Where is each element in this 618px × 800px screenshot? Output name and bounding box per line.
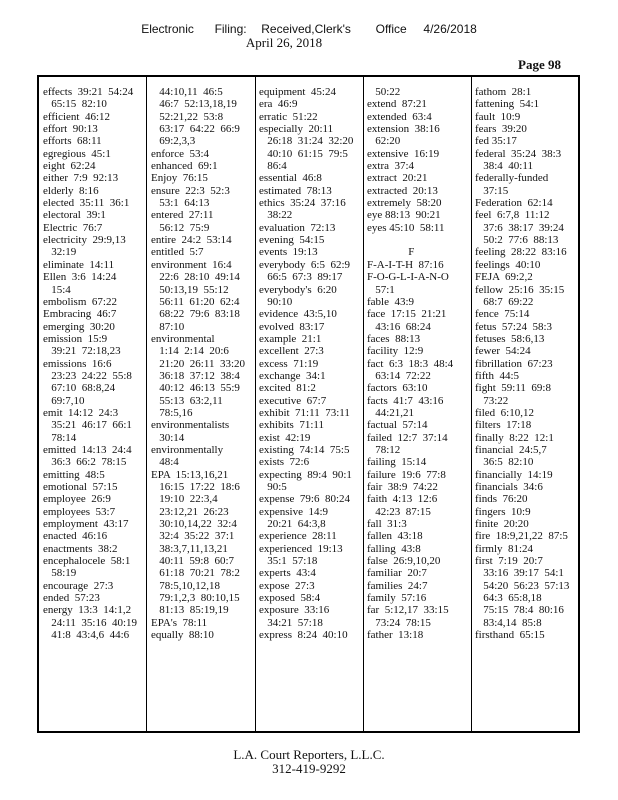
index-entry-line: 69:2,3,3: [151, 135, 196, 148]
index-entry-line: express 8:24 40:10: [259, 629, 348, 642]
index-entry-line: facts 41:7 43:16: [367, 394, 444, 407]
index-entry-line: 50:22: [367, 86, 401, 98]
index-entry-line: exposed 58:4: [259, 592, 321, 605]
index-entry-line: 46:7 52:13,18,19: [151, 98, 237, 111]
index-entry-line: events 19:13: [259, 246, 318, 259]
index-entry-line: 79:1,2,3 80:10,15: [151, 592, 240, 605]
index-entry-line: fence 75:14: [475, 308, 530, 321]
index-entry-line: 50:13,19 55:12: [151, 283, 229, 296]
index-entry-line: fire 18:9,21,22 87:5: [475, 530, 568, 543]
index-entry-line: financially 14:19: [475, 468, 553, 481]
index-entry-line: 65:15 82:10: [43, 98, 107, 111]
index-entry-line: 61:18 70:21 78:2: [151, 567, 240, 580]
index-entry-line: everybody 6:5 62:9: [259, 258, 351, 271]
index-entry-line: experts 43:4: [259, 567, 316, 580]
index-entry-line: ethics 35:24 37:16: [259, 197, 346, 210]
index-entry-line: 68:22 79:6 83:18: [151, 308, 240, 321]
index-entry-line: Electric 76:7: [43, 221, 103, 234]
filing-date-line: April 26, 2018: [245, 35, 323, 50]
index-entry-line: 56:12 75:9: [151, 221, 210, 234]
index-entry-line: 73:24 78:15: [367, 616, 431, 629]
index-entry-line: 87:10: [151, 320, 185, 333]
index-entry-line: extracted 20:13: [367, 184, 438, 197]
index-entry-line: 22:6 28:10 49:14: [151, 271, 240, 284]
index-entry-line: filed 6:10,12: [475, 406, 534, 419]
index-entry-line: EPA's 78:11: [151, 616, 208, 629]
index-entry-line: F-A-I-T-H 87:16: [367, 258, 444, 271]
index-entry-line: 50:2 77:6 88:13: [475, 234, 559, 247]
page-footer: [0, 748, 618, 776]
index-entry-line: employment 43:17: [43, 518, 129, 531]
index-entry-line: environmentally: [151, 443, 224, 456]
index-entry-line: 26:18 31:24 32:20: [259, 135, 354, 148]
index-entry-line: 35:21 46:17 66:1: [43, 419, 132, 432]
index-entry-line: far 5:12,17 33:15: [367, 604, 449, 617]
index-entry-line: either 7:9 92:13: [43, 172, 119, 185]
index-entry-line: exists 72:6: [259, 456, 310, 469]
index-entry-line: fears 39:20: [475, 123, 527, 136]
index-entry-line: eight 62:24: [43, 160, 96, 173]
index-entry-line: extremely 58:20: [367, 197, 442, 210]
index-entry-line: fall 31:3: [367, 518, 407, 531]
index-column-2: [151, 86, 253, 726]
index-entry-line: efforts 68:11: [43, 135, 102, 148]
index-entry-line: emission 15:9: [43, 332, 108, 345]
index-entry-line: extend 87:21: [367, 98, 427, 111]
index-entry-line: exchange 34:1: [259, 369, 326, 382]
index-entry-line: evaluation 72:13: [259, 221, 336, 234]
index-entry-line: 30:10,14,22 32:4: [151, 518, 237, 531]
index-entry-line: excess 71:19: [259, 357, 319, 370]
index-entry-line: 90:5: [259, 481, 287, 493]
index-entry-line: exposure 33:16: [259, 604, 330, 617]
index-entry-line: emitting 48:5: [43, 468, 105, 481]
index-entry-line: 16:15 17:22 18:6: [151, 481, 240, 493]
index-entry-line: EPA 15:13,16,21: [151, 468, 229, 481]
index-entry-line: excellent 27:3: [259, 345, 324, 358]
index-entry-line: effects 39:21 54:24: [43, 86, 134, 98]
index-entry-line: enforce 53:4: [151, 147, 210, 160]
index-entry-line: entered 27:11: [151, 209, 214, 222]
index-entry-line: F: [367, 246, 415, 259]
index-entry-line: fetus 57:24 58:3: [475, 320, 552, 333]
index-entry-line: 32:4 35:22 37:1: [151, 530, 235, 543]
index-entry-line: employees 53:7: [43, 505, 116, 518]
index-entry-line: FEJA 69:2,2: [475, 271, 533, 284]
index-entry-line: firsthand 65:15: [475, 629, 545, 642]
index-entry-line: ended 57:23: [43, 592, 100, 605]
index-frame: [37, 75, 580, 733]
index-entry-line: emissions 16:6: [43, 357, 112, 370]
index-entry-line: failing 15:14: [367, 456, 427, 469]
index-entry-line: 38:3,7,11,13,21: [151, 542, 228, 555]
index-entry-line: filters 17:18: [475, 419, 532, 432]
page-number: Page 98: [518, 57, 561, 72]
index-entry-line: 24:11 35:16 40:19: [43, 616, 138, 629]
index-entry-line: fetuses 58:6,13: [475, 332, 545, 345]
index-entry-line: environmental: [151, 332, 215, 345]
index-entry-line: 55:13 63:2,11: [151, 394, 223, 407]
index-column-1: [43, 86, 144, 726]
index-entry-line: expose 27:3: [259, 579, 315, 592]
index-entry-line: Embracing 46:7: [43, 308, 117, 321]
index-entry-line: fewer 54:24: [475, 345, 531, 358]
index-entry-line: fibrillation 67:23: [475, 357, 553, 370]
index-entry-line: failure 19:6 77:8: [367, 468, 446, 481]
index-entry-line: 56:11 61:20 62:4: [151, 295, 240, 308]
index-entry-line: 38:4 40:11: [475, 160, 533, 173]
index-entry-line: fable 43:9: [367, 295, 415, 308]
index-entry-line: evolved 83:17: [259, 320, 325, 333]
index-entry-line: father 13:18: [367, 629, 424, 642]
index-entry-line: factual 57:14: [367, 419, 428, 432]
column-divider: [146, 77, 147, 731]
index-entry-line: expecting 89:4 90:1: [259, 468, 352, 481]
index-entry-line: federally-funded: [475, 172, 549, 185]
index-entry-line: fallen 43:18: [367, 530, 423, 543]
index-entry-line: 58:19: [43, 567, 77, 580]
filing-label: Filing:: [214, 22, 247, 36]
index-entry-line: 44:21,21: [367, 406, 415, 419]
column-divider: [255, 77, 256, 731]
index-entry-line: familiar 20:7: [367, 567, 427, 580]
index-entry-line: 38:22: [259, 209, 293, 222]
index-entry-line: 68:7 69:22: [475, 295, 534, 308]
index-entry-line: 19:10 22:3,4: [151, 493, 218, 506]
index-entry-line: existing 74:14 75:5: [259, 443, 350, 456]
index-entry-line: 63:14 72:22: [367, 369, 431, 382]
index-entry-line: financial 24:5,7: [475, 443, 547, 456]
index-entry-line: factors 63:10: [367, 382, 428, 395]
index-entry-line: 40:12 46:13 55:9: [151, 382, 240, 395]
index-entry-line: 78:12: [367, 443, 401, 456]
index-entry-line: 69:7,10: [43, 394, 85, 407]
index-entry-line: faith 4:13 12:6: [367, 493, 438, 506]
index-entry-line: fact 6:3 18:3 48:4: [367, 357, 454, 370]
index-entry-line: excited 81:2: [259, 382, 316, 395]
index-entry-line: 43:16 68:24: [367, 320, 431, 333]
index-entry-line: enhanced 69:1: [151, 160, 218, 173]
index-entry-line: 48:4: [151, 456, 179, 469]
index-entry-line: finds 76:20: [475, 493, 528, 506]
index-entry-line: electricity 29:9,13: [43, 234, 126, 247]
index-entry-line: 1:14 2:14 20:6: [151, 345, 229, 358]
index-entry-line: 52:21,22 53:8: [151, 110, 224, 123]
index-entry-line: 67:10 68:8,24: [43, 382, 116, 395]
filing-stamp-line: [0, 22, 618, 36]
index-entry-line: experienced 19:13: [259, 542, 343, 555]
index-entry-line: 81:13 85:19,19: [151, 604, 229, 617]
index-entry-line: families 24:7: [367, 579, 428, 592]
index-entry-line: 54:20 56:23 57:13: [475, 579, 570, 592]
index-entry-line: failed 12:7 37:14: [367, 431, 448, 444]
index-entry-line: especially 20:11: [259, 123, 334, 136]
index-entry-line: fingers 10:9: [475, 505, 531, 518]
index-entry-line: egregious 45:1: [43, 147, 111, 160]
index-entry-line: employee 26:9: [43, 493, 111, 506]
index-entry-line: family 57:16: [367, 592, 427, 605]
index-entry-line: evidence 43:5,10: [259, 308, 337, 321]
index-entry-line: fattening 54:1: [475, 98, 540, 111]
index-entry-line: electoral 39:1: [43, 209, 106, 222]
index-entry-line: 32:19: [43, 246, 77, 259]
index-entry-line: estimated 78:13: [259, 184, 332, 197]
index-entry-line: enacted 46:16: [43, 530, 108, 543]
index-entry-line: embolism 67:22: [43, 295, 117, 308]
index-entry-line: encephalocele 58:1: [43, 555, 131, 568]
index-entry-line: energy 13:3 14:1,2: [43, 604, 132, 617]
filing-electronic: Electronic: [141, 22, 194, 36]
index-entry-line: 78:5,16: [151, 406, 193, 419]
index-entry-line: finite 20:20: [475, 518, 529, 531]
index-entry-line: evening 54:15: [259, 234, 325, 247]
index-entry-line: fifth 44:5: [475, 369, 519, 382]
index-entry-line: 40:10 61:15 79:5: [259, 147, 348, 160]
index-entry-line: encourage 27:3: [43, 579, 114, 592]
column-divider: [471, 77, 472, 731]
index-entry-line: 62:20: [367, 135, 401, 148]
index-entry-line: 40:11 59:8 60:7: [151, 555, 235, 568]
index-entry-line: 66:5 67:3 89:17: [259, 271, 343, 284]
index-entry-line: 39:21 72:18,23: [43, 345, 121, 358]
index-entry-line: 86:4: [259, 160, 287, 173]
index-entry-line: fathom 28:1: [475, 86, 532, 98]
index-entry-line: emerging 30:20: [43, 320, 115, 333]
index-entry-line: falling 43:8: [367, 542, 421, 555]
index-entry-line: executive 67:7: [259, 394, 327, 407]
index-entry-line: example 21:1: [259, 332, 322, 345]
index-entry-line: everybody's 6:20: [259, 283, 337, 296]
index-column-4: [367, 86, 469, 726]
index-entry-line: 57:1: [367, 283, 395, 296]
index-entry-line: expensive 14:9: [259, 505, 329, 518]
index-entry-line: elected 35:11 36:1: [43, 197, 130, 210]
index-entry-line: 90:10: [259, 295, 293, 308]
index-entry-line: 78:5,10,12,18: [151, 579, 221, 592]
index-entry-line: exhibit 71:11 73:11: [259, 406, 350, 419]
index-entry-line: extract 20:21: [367, 172, 428, 185]
index-entry-line: extra 37:4: [367, 160, 415, 173]
index-entry-line: finally 8:22 12:1: [475, 431, 554, 444]
index-entry-line: fed 35:17: [475, 135, 517, 148]
index-entry-line: fellow 25:16 35:15: [475, 283, 565, 296]
index-entry-line: 83:4,14 85:8: [475, 616, 542, 629]
index-entry-line: 35:1 57:18: [259, 555, 318, 568]
index-entry-line: 36:18 37:12 38:4: [151, 369, 240, 382]
index-entry-line: fight 59:11 69:8: [475, 382, 551, 395]
index-entry-line: equipment 45:24: [259, 86, 336, 98]
index-entry-line: 36:5 82:10: [475, 456, 534, 469]
filing-office: Office: [375, 22, 407, 36]
index-entry-line: 21:20 26:11 33:20: [151, 357, 246, 370]
index-entry-line: 23:12,21 26:23: [151, 505, 229, 518]
index-entry-line: equally 88:10: [151, 629, 214, 642]
index-entry-line: exist 42:19: [259, 431, 311, 444]
index-entry-line: F-O-G-L-I-A-N-O: [367, 271, 449, 284]
index-entry-line: 33:16 39:17 54:1: [475, 567, 564, 580]
index-entry-line: 64:3 65:8,18: [475, 592, 542, 605]
filing-header: [0, 22, 618, 50]
index-entry-line: essential 46:8: [259, 172, 322, 185]
index-entry-line: eyes 45:10 58:11: [367, 221, 445, 234]
index-entry-line: emotional 57:15: [43, 481, 118, 493]
index-entry-line: Ellen 3:6 14:24: [43, 271, 117, 284]
index-entry-line: 20:21 64:3,8: [259, 518, 326, 531]
index-entry-line: experience 28:11: [259, 530, 337, 543]
index-entry-line: federal 35:24 38:3: [475, 147, 562, 160]
index-entry-line: 37:15: [475, 184, 509, 197]
index-entry-line: 73:22: [475, 394, 509, 407]
index-entry-line: financials 34:6: [475, 481, 543, 493]
index-entry-line: [367, 234, 469, 246]
index-entry-line: 15:4: [43, 283, 71, 296]
index-entry-line: fair 38:9 74:22: [367, 481, 438, 493]
footer-phone: 312-419-9292: [272, 761, 346, 776]
index-entry-line: erratic 51:22: [259, 110, 318, 123]
index-entry-line: feelings 40:10: [475, 258, 541, 271]
index-entry-line: emit 14:12 24:3: [43, 406, 119, 419]
index-column-3: [259, 86, 361, 726]
index-entry-line: 78:14: [43, 431, 77, 444]
index-entry-line: era 46:9: [259, 98, 298, 111]
index-entry-line: feel 6:7,8 11:12: [475, 209, 550, 222]
index-entry-line: environmentalists: [151, 419, 230, 432]
index-entry-line: eye 88:13 90:21: [367, 209, 441, 222]
index-entry-line: eliminate 14:11: [43, 258, 115, 271]
index-entry-line: 63:17 64:22 66:9: [151, 123, 240, 136]
index-entry-line: 37:6 38:17 39:24: [475, 221, 564, 234]
index-entry-line: 44:10,11 46:5: [151, 86, 223, 98]
index-entry-line: faces 88:13: [367, 332, 421, 345]
index-column-5: [475, 86, 576, 726]
index-entry-line: 53:1 64:13: [151, 197, 210, 210]
index-entry-line: fault 10:9: [475, 110, 521, 123]
index-entry-line: facility 12:9: [367, 345, 424, 358]
index-entry-line: Federation 62:14: [475, 197, 553, 210]
index-entry-line: enactments 38:2: [43, 542, 118, 555]
index-entry-line: first 7:19 20:7: [475, 555, 543, 568]
index-entry-line: 42:23 87:15: [367, 505, 431, 518]
index-entry-line: Enjoy 76:15: [151, 172, 208, 185]
column-divider: [363, 77, 364, 731]
index-entry-line: efficient 46:12: [43, 110, 110, 123]
index-entry-line: 75:15 78:4 80:16: [475, 604, 564, 617]
index-entry-line: ensure 22:3 52:3: [151, 184, 230, 197]
filing-received: Received,Clerk's: [261, 22, 351, 36]
index-entry-line: firmly 81:24: [475, 542, 534, 555]
index-entry-line: effort 90:13: [43, 123, 98, 136]
index-entry-line: 36:3 66:2 78:15: [43, 456, 127, 469]
footer-company: L.A. Court Reporters, L.L.C.: [233, 747, 385, 762]
index-entry-line: feeling 28:22 83:16: [475, 246, 567, 259]
index-entry-line: extension 38:16: [367, 123, 440, 136]
filing-date-stamp: 4/26/2018: [423, 22, 477, 36]
index-entry-line: 23:23 24:22 55:8: [43, 369, 132, 382]
index-entry-line: extended 63:4: [367, 110, 432, 123]
index-entry-line: 34:21 57:18: [259, 616, 323, 629]
index-entry-line: expense 79:6 80:24: [259, 493, 351, 506]
index-entry-line: 30:14: [151, 431, 185, 444]
index-entry-line: exhibits 71:11: [259, 419, 324, 432]
index-entry-line: extensive 16:19: [367, 147, 440, 160]
index-entry-line: 41:8 43:4,6 44:6: [43, 629, 130, 642]
index-entry-line: entitled 5:7: [151, 246, 204, 259]
index-entry-line: emitted 14:13 24:4: [43, 443, 132, 456]
index-entry-line: false 26:9,10,20: [367, 555, 441, 568]
index-entry-line: face 17:15 21:21: [367, 308, 447, 321]
index-entry-line: entire 24:2 53:14: [151, 234, 232, 247]
index-entry-line: elderly 8:16: [43, 184, 99, 197]
index-entry-line: environment 16:4: [151, 258, 232, 271]
